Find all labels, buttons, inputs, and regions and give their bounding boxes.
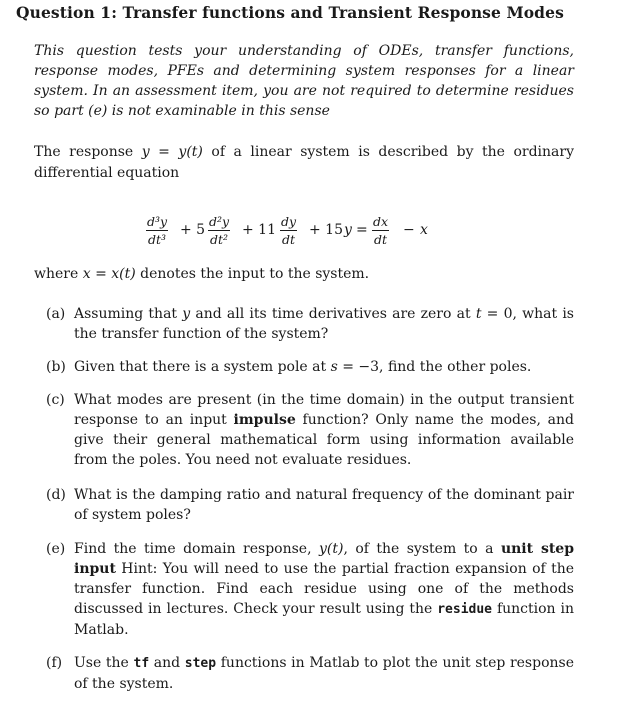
text-run: function in Matlab. [74,601,574,638]
fraction-numerator: dx [373,214,389,229]
part-text: What is the damping ratio and natural frequency of the dominant pair of system poles? [74,487,574,523]
math-run: y [182,306,191,322]
part-label: (f) [46,655,63,671]
text-run: functions in Matlab to plot the unit step response of the system. [74,655,574,692]
third-derivative-fraction [146,213,168,248]
text-run: Assuming that [74,306,183,322]
part-f [46,653,574,694]
input-variable: x [420,222,428,238]
text-run: and all its time derivatives are zero at [190,306,476,322]
code-run: residue [437,602,493,617]
where-text-2: denotes the input to the system. [135,266,370,282]
code-run: step [184,656,217,671]
part-e [46,539,574,640]
part-c [46,390,574,470]
text-run: = 0, what is the transfer function of the system? [74,306,574,342]
minus-sign: − [403,222,415,238]
part-text [74,357,574,377]
text-run: = −3, find the other poles. [337,359,532,375]
text-run: function? Only name the modes, and give their general mathematical form using information available from the poles. You need not evaluate residues. [74,412,574,468]
part-text [74,653,574,694]
part-label: (b) [46,359,66,375]
problem-statement [34,142,574,184]
differential-equation [146,209,446,255]
part-a [46,304,574,344]
text-run: Use the [74,655,134,671]
input-derivative-fraction [372,213,389,248]
text-run: Find the time domain response, [74,541,319,557]
where-math-1: x = x(t) [82,266,136,282]
fraction-numerator: dy [281,214,297,229]
statement-text-1: The response [34,144,142,160]
coefficient-term: + 11 [242,222,276,238]
part-text [74,539,574,640]
first-derivative-fraction [280,213,297,248]
part-text [74,390,574,470]
fraction-denominator: dt [282,232,296,247]
coefficient-term: + 5 [180,222,206,238]
output-variable: y [344,222,352,238]
statement-text-2: of a linear system is described by the ordinary differential equation [34,144,574,181]
part-text [74,304,574,344]
part-label: (d) [46,487,66,503]
part-d [46,485,574,525]
math-run: s [330,359,338,375]
question-title: Question 1: Transfer functions and Transient Response Modes [16,3,564,22]
text-run: and [149,655,185,671]
fraction-numerator: d³y [147,214,168,229]
fraction-denominator: dt² [210,232,229,247]
fraction-denominator: dt [374,232,388,247]
text-run: Given that there is a system pole at [74,359,331,375]
part-label: (a) [46,306,66,322]
part-label: (c) [46,392,65,408]
coefficient-term: + 15 [309,222,343,238]
text-run: What modes are present (in the time domain) in the output transient response to an input [74,392,574,428]
bold-run: impulse [233,412,296,428]
bold-run: unit step input [74,541,575,577]
part-b [46,357,574,377]
text-run: Hint: You will need to use the partial fraction expansion of the transfer function. Find each residue using one of the methods discussed in lectures. Check your result using the [74,561,574,617]
text-run: , of the system to a [343,541,501,557]
part-label: (e) [46,541,66,557]
intro-paragraph: This question tests your understanding of ODEs, transfer functions, response modes, PFEs and determining system responses for a linear system. In an assessment item, you are not required to determine residues so part (e) is not examinable in this sense [34,43,574,119]
second-derivative-fraction [208,213,230,248]
math-run: t [475,306,482,322]
equals-sign: = [356,222,368,238]
statement-math-1: y = y(t) [141,144,203,160]
fraction-numerator: d²y [209,214,230,229]
math-run: y(t) [318,541,344,557]
where-text-1: where [34,266,83,282]
code-run: tf [133,656,150,671]
input-definition [34,264,369,284]
fraction-denominator: dt³ [148,232,167,247]
